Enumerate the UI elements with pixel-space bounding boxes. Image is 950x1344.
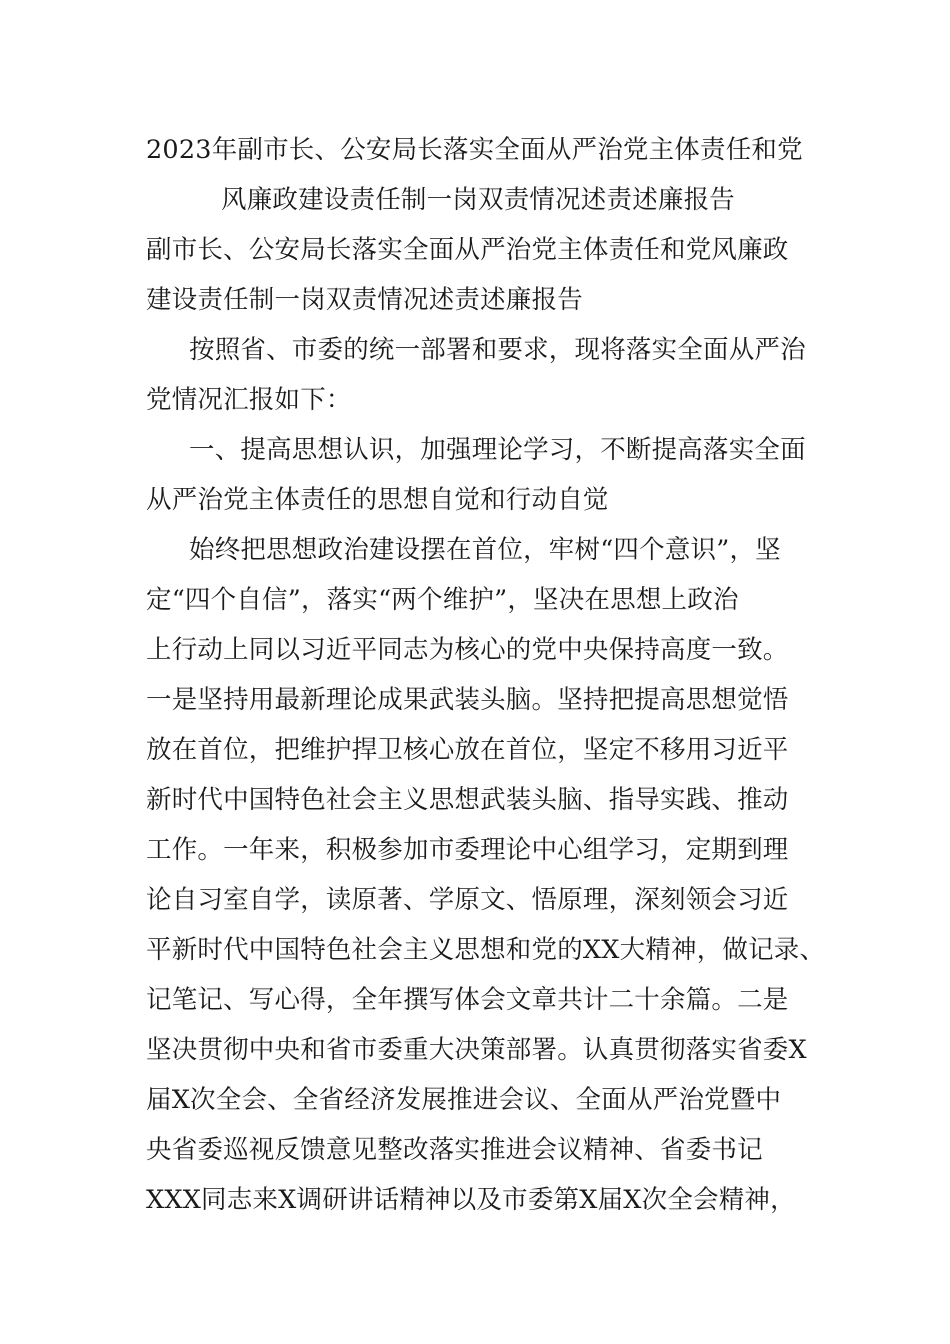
body-line: 一是坚持用最新理论成果武装头脑。坚持把提高思想觉悟 xyxy=(146,685,789,715)
body-line: 坚决贯彻中央和省市委重大决策部署。认真贯彻落实省委X xyxy=(146,1035,807,1065)
body-line: 届X次全会、全省经济发展推进会议、全面从严治党暨中 xyxy=(146,1085,782,1115)
body-line: 定“四个自信”，落实“两个维护”，坚决在思想上政治 xyxy=(146,585,739,615)
body-line: 论自习室自学，读原著、学原文、悟原理，深刻领会习近 xyxy=(146,885,789,915)
document-title-line-2: 风廉政建设责任制一岗双责情况述责述廉报告 xyxy=(221,185,736,215)
body-line: 上行动上同以习近平同志为核心的党中央保持高度一致。 xyxy=(146,635,789,665)
section-heading-1-line-1: 一、提高思想认识，加强理论学习，不断提高落实全面 xyxy=(189,435,806,465)
document-subtitle-line-1: 副市长、公安局长落实全面从严治党主体责任和党风廉政 xyxy=(146,235,789,265)
body-line: XXX同志来X调研讲话精神以及市委第X届X次全会精神， xyxy=(146,1185,796,1215)
body-line: 始终把思想政治建设摆在首位，牢树“四个意识”，坚 xyxy=(189,535,781,565)
body-line: 新时代中国特色社会主义思想武装头脑、指导实践、推动 xyxy=(146,785,789,815)
body-line: 工作。一年来，积极参加市委理论中心组学习，定期到理 xyxy=(146,835,789,865)
intro-paragraph-line-2: 党情况汇报如下： xyxy=(146,385,352,415)
body-line: 央省委巡视反馈意见整改落实推进会议精神、省委书记 xyxy=(146,1135,763,1165)
body-line: 放在首位，把维护捍卫核心放在首位，坚定不移用习近平 xyxy=(146,735,789,765)
body-line: 平新时代中国特色社会主义思想和党的XX大精神，做记录、 xyxy=(146,935,826,965)
body-line: 记笔记、写心得，全年撰写体会文章共计二十余篇。二是 xyxy=(146,985,789,1015)
intro-paragraph-line-1: 按照省、市委的统一部署和要求，现将落实全面从严治 xyxy=(189,335,806,365)
section-heading-1-line-2: 从严治党主体责任的思想自觉和行动自觉 xyxy=(146,485,609,515)
document-title-line-1: 2023年副市长、公安局长落实全面从严治党主体责任和党 xyxy=(146,135,803,165)
document-subtitle-line-2: 建设责任制一岗双责情况述责述廉报告 xyxy=(146,285,583,315)
